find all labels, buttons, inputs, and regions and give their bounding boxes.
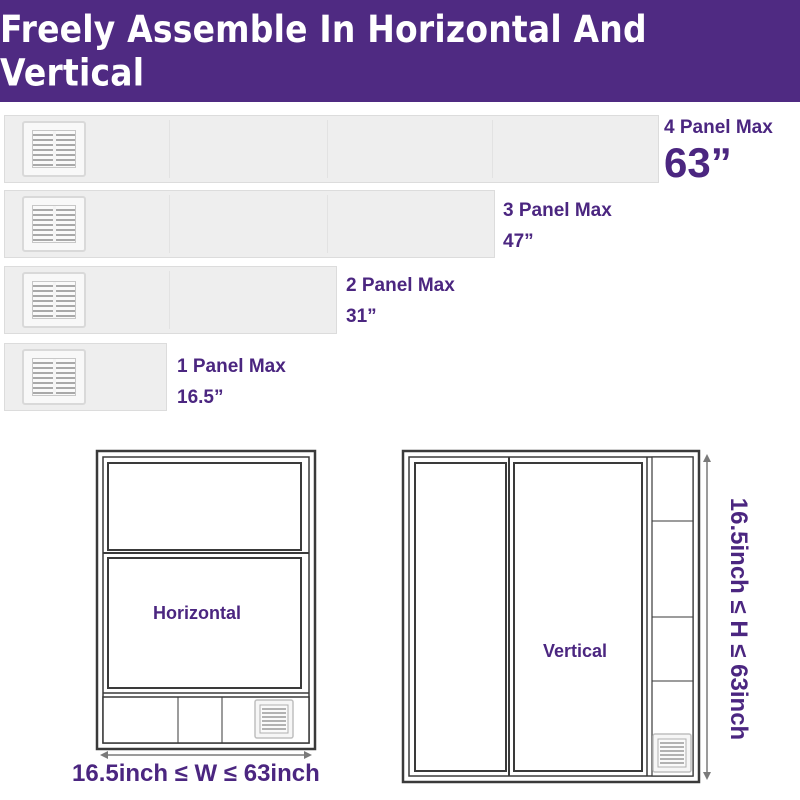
- panel-seam: [327, 195, 328, 253]
- panel-row-3: [4, 190, 495, 258]
- panel-title: 3 Panel Max: [503, 200, 612, 221]
- vent-grille-icon: [22, 272, 86, 328]
- header-banner: [0, 0, 800, 102]
- panel-label-2: [346, 274, 455, 330]
- panel-title: 4 Panel Max: [664, 117, 773, 138]
- panel-seam: [492, 120, 493, 178]
- height-dimension-label: 16.5inch ≤ H ≤ 63inch: [725, 497, 752, 741]
- vent-grille-icon: [22, 121, 86, 177]
- panel-seam: [169, 120, 170, 178]
- panel-seam: [169, 271, 170, 329]
- panel-seam: [169, 195, 170, 253]
- panel-size: 31”: [346, 306, 377, 327]
- panel-row-2: [4, 266, 337, 334]
- panel-size: 16.5”: [177, 387, 224, 408]
- vent-grille-icon: [255, 700, 293, 738]
- panel-row-1: [4, 343, 167, 411]
- horizontal-label: Horizontal: [153, 603, 241, 623]
- panel-size: 47”: [503, 231, 534, 252]
- panel-title: 2 Panel Max: [346, 275, 455, 296]
- vent-grille-icon: [22, 196, 86, 252]
- dimension-arrow-icon: [703, 454, 711, 780]
- dimension-arrow-icon: [100, 751, 312, 759]
- width-dimension-label: 16.5inch ≤ W ≤ 63inch: [72, 760, 320, 787]
- panel-title: 1 Panel Max: [177, 356, 286, 377]
- panel-label-1: [177, 355, 286, 411]
- vent-grille-icon: [653, 734, 691, 772]
- panel-label-4: [664, 116, 773, 186]
- panel-row-4: [4, 115, 659, 183]
- panel-seam: [327, 120, 328, 178]
- vertical-label: Vertical: [543, 641, 608, 661]
- page-title: Freely Assemble In Horizontal And Vertical: [0, 7, 647, 95]
- panel-label-3: [503, 199, 612, 255]
- panel-size: 63”: [664, 139, 732, 186]
- vent-grille-icon: [22, 349, 86, 405]
